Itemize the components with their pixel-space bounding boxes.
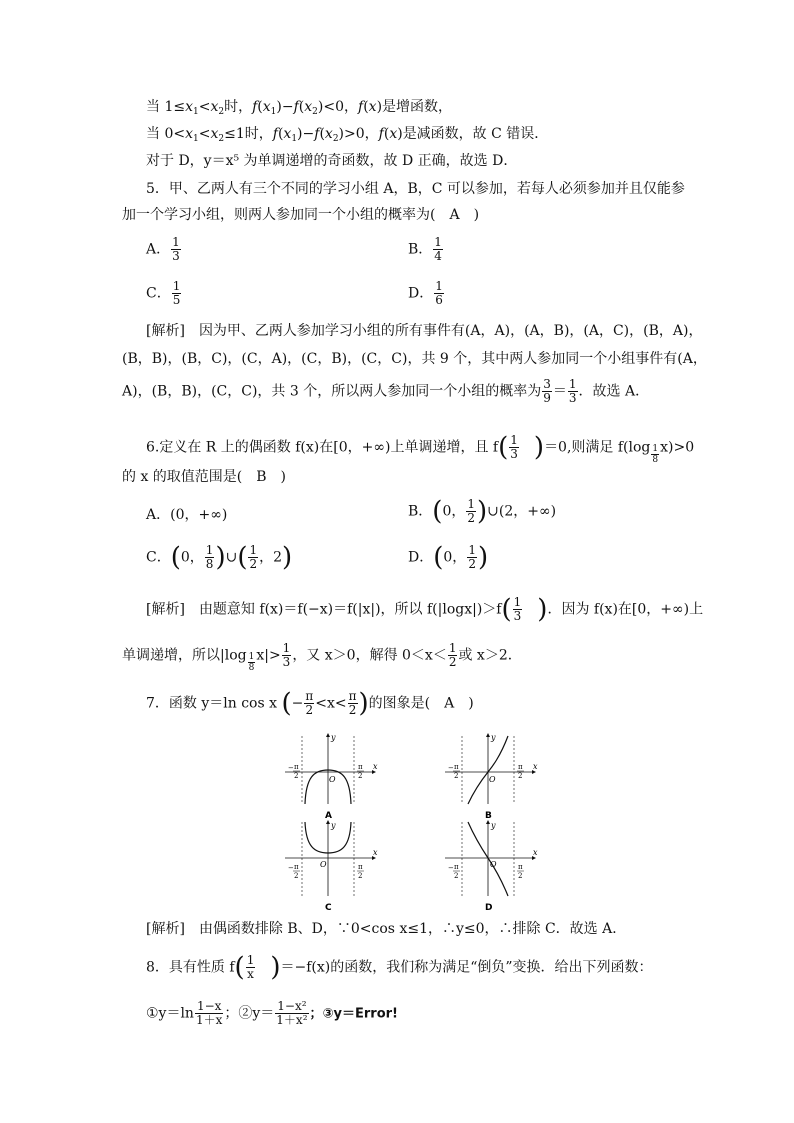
graph-a [280,732,380,820]
svg-text:π: π [454,763,459,771]
svg-text:y: y [331,821,336,830]
graph-c [280,820,380,912]
q6-option-b: B．(0， $\frac{1}{2}$ )∪(2，+∞) [408,496,557,527]
svg-text:C: C [325,903,332,912]
q8-list: ①y＝ln $\frac{1-x}{1+x}$ ；②y＝ $\frac{\text{1−x²}}{\text{1＋x²}}$ ；③y＝Error! [146,999,398,1027]
q7-stem: 7．函数 y＝ln cos x (− $\frac{\pi}{2}$ <x< $\frac{\pi}{2}$ )的图象是( A ) [146,688,474,719]
svg-text:x: x [533,762,538,771]
q6-stem-2: 的 x 的取值范围是( B ) [122,469,287,485]
q5-stem-1: 5．甲、乙两人有三个不同的学习小组 A，B，C 可以参加，若每人必须参加并且仅能参 [146,181,685,197]
q6-option-a: A．(0，+∞) [146,507,228,523]
svg-text:π: π [358,763,363,771]
q5-analysis-2: (B，B)，(B，C)，(C，A)，(C，B)，(C，C)，共 9 个，其中两人参加同一个小组事件有(A， [122,351,707,367]
q5-analysis-1: [解析] 因为甲、乙两人参加学习小组的所有事件有(A，A)，(A，B)，(A，C)，(B，A)， [146,323,703,339]
svg-text:π: π [294,863,299,871]
svg-text:x: x [373,762,378,771]
q5-option-a: A． $\frac{1}{3}$ [146,235,180,263]
svg-text:−: − [448,764,454,772]
q5-option-b: B． $\frac{1}{4}$ [408,235,442,263]
graph-d [440,820,540,912]
svg-text:O: O [489,775,496,784]
svg-text:π: π [294,763,299,771]
svg-text:2: 2 [294,872,299,880]
svg-text:y: y [491,733,496,742]
q6-analysis-1: [解析] 由题意知 f(x)＝f(−x)＝f(|x|)，所以 f(|logx|)＞f( $\frac{1}{3}$ )．因为 f(x)在[0，+∞)上 [146,594,704,625]
line-3: 对于 D，y＝x⁵ 为单调递增的奇函数，故 D 正确，故选 D． [146,153,518,169]
graph-b [440,732,540,820]
q6-option-c: C．(0， $\frac{1}{8}$ )∪( $\frac{1}{2}$ ，2) [146,542,293,573]
svg-text:x: x [533,848,538,857]
q6-option-d: D．(0， $\frac{1}{2}$ ) [408,542,489,573]
svg-text:−: − [448,864,454,872]
svg-text:B: B [485,811,492,820]
svg-text:−: − [288,764,294,772]
svg-text:2: 2 [518,872,523,880]
svg-text:O: O [320,860,327,869]
q6-analysis-2: 单调递增，所以|log $\frac{1}{8}$ x|> $\frac{1}{3}$ ，又 x＞0，解得 0＜x＜ $\frac{1}{2}$ 或 x＞2． [122,641,522,673]
svg-text:D: D [485,903,493,912]
svg-text:2: 2 [518,772,523,780]
svg-text:A: A [325,811,332,820]
svg-text:−: − [288,864,294,872]
line-2: 当 $0<x_1<x_2\le 1$时，$f(x_1)-f(x_2)>0$，f(x)是减函数，故 C 错误． [146,126,549,144]
svg-text:2: 2 [294,772,299,780]
svg-text:π: π [518,863,523,871]
svg-text:2: 2 [358,772,363,780]
svg-text:O: O [490,860,497,869]
q5-analysis-3: A)，(B，B)，(C，C)，共 3 个，所以两人参加同一个小组的概率为 $\frac{3}{9}$ ＝ $\frac{1}{3}$ ．故选 A． [122,377,650,405]
svg-text:π: π [454,863,459,871]
line-1: 当 $1\le x_1<x_2$时，$f(x_1)-f(x_2)<0$，f(x)是增函数， [146,99,453,117]
q6-stem-1: 6.定义在 R 上的偶函数 f(x)在[0，+∞)上单调递增，且 f( $\frac{1}{3}$ )＝0,则满足 f(log $\frac{1}{8}$ x)>0 [146,432,695,465]
svg-text:2: 2 [358,872,363,880]
q5-option-d: D． $\frac{1}{6}$ [408,279,443,307]
svg-text:π: π [358,863,363,871]
q7-analysis: [解析] 由偶函数排除 B、D，∵0<cos x≤1，∴y≤0，∴排除 C．故选 A． [146,921,627,937]
svg-text:y: y [331,733,336,742]
svg-text:O: O [329,775,336,784]
q5-option-c: C． $\frac{1}{5}$ [146,279,181,307]
svg-text:2: 2 [454,772,459,780]
svg-text:x: x [373,848,378,857]
q5-stem-2: 加一个学习小组，则两人参加同一个小组的概率为( A ) [122,207,480,223]
svg-text:y: y [491,821,496,830]
svg-text:2: 2 [454,872,459,880]
q8-stem: 8．具有性质 f( $\frac{1}{x}$ )＝−f(x)的函数，我们称为满足“倒负”变换．给出下列函数： [146,952,653,983]
svg-text:π: π [518,763,523,771]
